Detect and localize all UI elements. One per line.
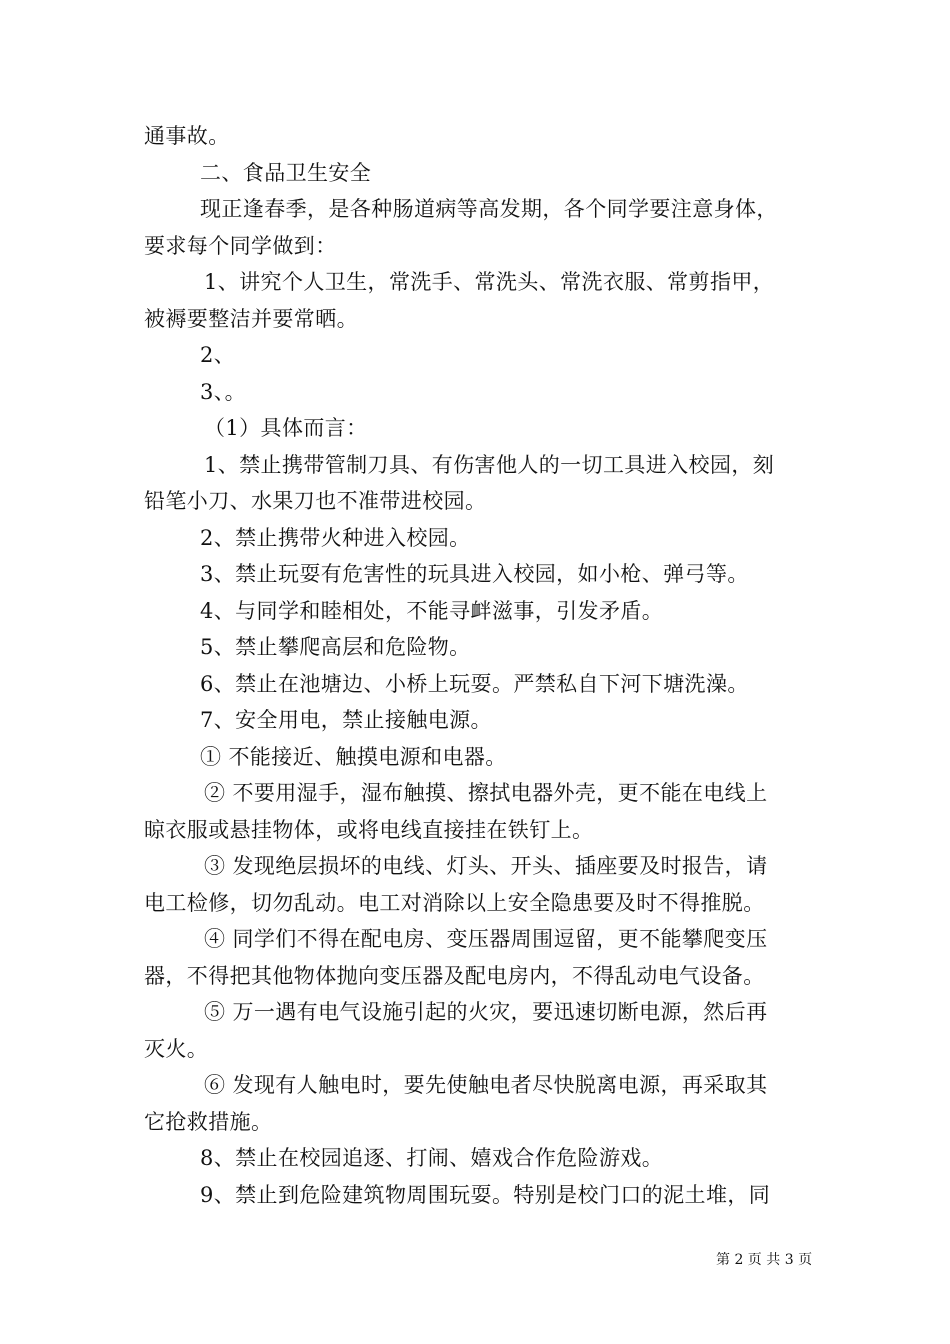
text-line: 灭火。 [144,1036,209,1061]
text-line: 电工检修，切勿乱动。电工对消除以上安全隐患要及时不得推脱。 [144,890,765,915]
list-item: 6、禁止在池塘边、小桥上玩耍。严禁私自下河下塘洗澡。 [200,671,749,696]
text-line: 通事故。 [144,124,230,148]
list-item: 4、与同学和睦相处，不能寻衅滋事，引发矛盾。 [200,598,664,623]
text-line: 它抢救措施。 [144,1109,273,1134]
list-item: 1、禁止携带管制刀具、有伤害他人的一切工具进入校园，刻 [204,452,775,477]
list-item: 7、安全用电，禁止接触电源。 [200,708,492,732]
list-item: 3、禁止玩耍有危害性的玩具进入校园，如小枪、弹弓等。 [200,562,749,586]
text-line: 要求每个同学做到： [144,233,337,258]
list-item: 2、 [200,343,236,367]
list-item: 1、讲究个人卫生，常洗手、常洗头、常洗衣服、常剪指甲， [204,270,775,294]
section-heading: 二、食品卫生安全 [200,160,372,185]
document-body [144,118,808,1213]
list-item: ② 不要用湿手，湿布触摸、擦拭电器外壳，更不能在电线上 [204,781,768,805]
subheading: （1）具体而言： [204,416,368,440]
page-number: 第 2 页 共 3 页 [716,1252,813,1268]
list-item: 2、禁止携带火种进入校园。 [200,525,471,550]
text-line: 晾衣服或悬挂物体，或将电线直接挂在铁钉上。 [144,817,594,842]
text-line: 被褥要整洁并要常晒。 [144,306,358,331]
list-item: 5、禁止攀爬高层和危险物。 [200,635,471,659]
text-line: 铅笔小刀、水果刀也不准带进校园。 [144,489,487,513]
list-item: 8、禁止在校园追逐、打闹、嬉戏合作危险游戏。 [200,1146,664,1170]
list-item: ⑥ 发现有人触电时，要先使触电者尽快脱离电源，再采取其 [204,1073,768,1097]
list-item: ④ 同学们不得在配电房、变压器周围逗留，更不能攀爬变压 [204,927,768,951]
list-item: 9、禁止到危险建筑物周围玩耍。特别是校门口的泥土堆，同 [200,1182,771,1207]
list-item: ③ 发现绝层损坏的电线、灯头、开头、插座要及时报告，请 [204,854,768,878]
list-item: 3、。 [200,379,247,404]
list-item: ⑤ 万一遇有电气设施引起的火灾，要迅速切断电源，然后再 [204,1000,768,1024]
text-line: 现正逢春季，是各种肠道病等高发期，各个同学要注意身体， [200,197,778,221]
text-line: 器，不得把其他物体抛向变压器及配电房内，不得乱动电气设备。 [144,963,765,988]
list-item: ① 不能接近、触摸电源和电器。 [200,744,507,769]
